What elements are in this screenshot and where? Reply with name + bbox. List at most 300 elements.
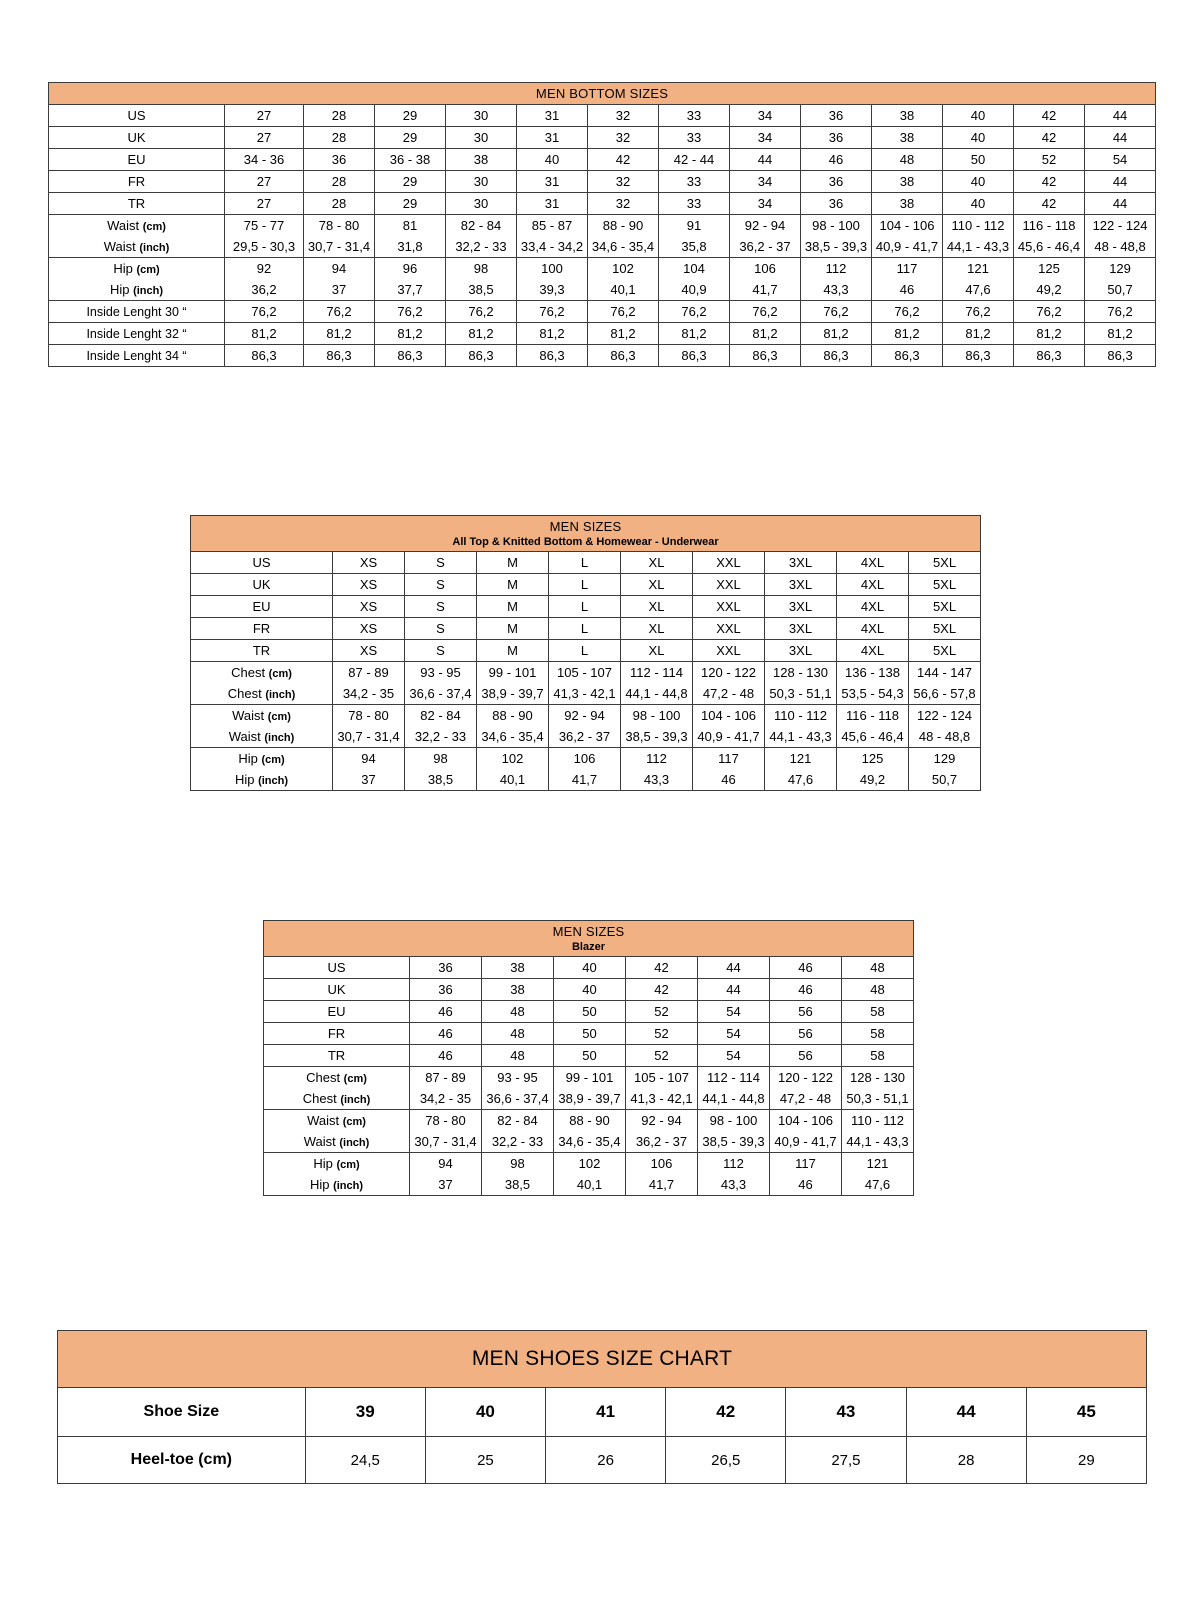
men-blazer-row [264,1153,914,1175]
men-bottom-cell: 40,9 [659,279,730,301]
men-blazer-cell: 128 - 130 [842,1067,914,1089]
men-bottom-cell: 76,2 [517,301,588,323]
men-bottom-row [49,323,1156,345]
men-bottom-cell: 86,3 [1085,345,1156,367]
men-bottom-cell: 34 [730,127,801,149]
men-tops-cell: 41,3 - 42,1 [549,683,621,705]
men-bottom-row-label: FR [49,171,225,193]
men-blazer-cell: 52 [626,1045,698,1067]
men-bottom-cell: 39,3 [517,279,588,301]
men-tops-cell: XS [333,552,405,574]
men-tops-cell: 4XL [837,574,909,596]
men-tops-cell: 3XL [765,574,837,596]
men-tops-cell: 3XL [765,596,837,618]
men-bottom-cell: 38,5 - 39,3 [801,236,872,258]
men-blazer-cell: 54 [698,1001,770,1023]
men-blazer-cell: 94 [410,1153,482,1175]
men-bottom-row-unit: (cm) [136,264,160,276]
men-tops-row-unit: (cm) [267,711,291,723]
men-bottom-cell: 91 [659,215,730,237]
men-tops-cell: L [549,596,621,618]
men-bottom-cell: 37,7 [375,279,446,301]
men-shoes-title-row [58,1331,1147,1388]
men-blazer-row-label: Hip (inch) [264,1174,410,1196]
men-tops-cell: 5XL [909,596,981,618]
men-bottom-cell: 33 [659,127,730,149]
men-bottom-cell: 46 [801,149,872,171]
men-bottom-cell: 81 [375,215,446,237]
men-tops-cell: XS [333,640,405,662]
men-bottom-cell: 125 [1014,258,1085,280]
men-blazer-cell: 46 [410,1023,482,1045]
men-bottom-cell: 36,2 [225,279,304,301]
men-shoes-row [58,1437,1147,1484]
men-tops-row [191,662,981,684]
men-tops-cell: XXL [693,552,765,574]
men-bottom-cell: 44 [730,149,801,171]
men-bottom-cell: 31 [517,105,588,127]
men-bottom-cell: 36 [304,149,375,171]
men-bottom-cell: 86,3 [517,345,588,367]
men-bottom-cell: 43,3 [801,279,872,301]
men-bottom-cell: 33 [659,105,730,127]
men-tops-cell: 98 [405,748,477,770]
men-blazer-row-unit: (cm) [342,1116,366,1128]
men-tops-cell: 41,7 [549,769,621,791]
men-tops-cell: XL [621,640,693,662]
men-bottom-cell: 36 [801,105,872,127]
men-shoes-cell: 45 [1026,1388,1146,1437]
men-tops-cell: 46 [693,769,765,791]
men-blazer-cell: 34,2 - 35 [410,1088,482,1110]
men-bottom-cell: 40 [943,171,1014,193]
men-shoes-row [58,1388,1147,1437]
men-shoes-cell: 44 [906,1388,1026,1437]
men-tops-cell: XS [333,574,405,596]
men-tops-cell: S [405,596,477,618]
men-blazer-cell: 42 [626,957,698,979]
men-blazer-row [264,957,914,979]
men-bottom-cell: 32 [588,171,659,193]
men-bottom-cell: 122 - 124 [1085,215,1156,237]
men-bottom-cell: 81,2 [517,323,588,345]
men-tops-cell: 56,6 - 57,8 [909,683,981,705]
men-blazer-cell: 50 [554,1045,626,1067]
men-bottom-cell: 76,2 [730,301,801,323]
men-shoes-cell: 41 [546,1388,666,1437]
men-bottom-cell: 116 - 118 [1014,215,1085,237]
men-tops-subtitle: All Top & Knitted Bottom & Homewear - Underwear [452,536,719,548]
men-blazer-cell: 58 [842,1023,914,1045]
men-tops-row [191,618,981,640]
men-bottom-sizes-table [48,82,1156,367]
men-blazer-cell: 92 - 94 [626,1110,698,1132]
men-tops-title-row [191,516,981,552]
men-blazer-row-unit: (inch) [339,1137,370,1149]
men-blazer-cell: 38,5 - 39,3 [698,1131,770,1153]
men-bottom-row-label: Inside Lenght 30 “ [49,301,225,323]
men-bottom-cell: 32 [588,127,659,149]
men-bottom-cell: 76,2 [1014,301,1085,323]
men-tops-cell: 5XL [909,640,981,662]
men-bottom-cell: 46 [872,279,943,301]
men-blazer-cell: 102 [554,1153,626,1175]
men-bottom-row [49,301,1156,323]
men-tops-cell: 102 [477,748,549,770]
men-tops-cell: 45,6 - 46,4 [837,726,909,748]
men-bottom-cell: 76,2 [1085,301,1156,323]
men-bottom-cell: 86,3 [730,345,801,367]
men-tops-cell: L [549,574,621,596]
men-shoes-cell: 29 [1026,1437,1146,1484]
men-tops-row-label: Chest (cm) [191,662,333,684]
men-blazer-cell: 44,1 - 43,3 [842,1131,914,1153]
men-bottom-row-unit: (cm) [142,221,166,233]
men-bottom-cell: 32,2 - 33 [446,236,517,258]
men-bottom-cell: 102 [588,258,659,280]
men-bottom-cell: 42 [588,149,659,171]
men-shoes-title: MEN SHOES SIZE CHART [58,1331,1147,1388]
men-bottom-cell: 76,2 [225,301,304,323]
men-bottom-cell: 40 [943,127,1014,149]
men-tops-row-label: Waist (cm) [191,705,333,727]
men-blazer-cell: 43,3 [698,1174,770,1196]
men-shoes-cell: 24,5 [305,1437,425,1484]
men-tops-cell: 30,7 - 31,4 [333,726,405,748]
men-bottom-cell: 76,2 [872,301,943,323]
men-tops-cell: 112 - 114 [621,662,693,684]
men-tops-cell: 110 - 112 [765,705,837,727]
men-bottom-cell: 81,2 [1085,323,1156,345]
men-bottom-row [49,215,1156,237]
men-bottom-cell: 86,3 [659,345,730,367]
men-bottom-title: MEN BOTTOM SIZES [49,83,1156,105]
men-blazer-cell: 52 [626,1001,698,1023]
men-bottom-cell: 106 [730,258,801,280]
men-tops-cell: 49,2 [837,769,909,791]
men-bottom-row-label: US [49,105,225,127]
men-bottom-cell: 117 [872,258,943,280]
men-tops-cell: 116 - 118 [837,705,909,727]
men-bottom-cell: 44,1 - 43,3 [943,236,1014,258]
men-bottom-row [49,127,1156,149]
men-blazer-row [264,1001,914,1023]
men-tops-cell: 38,9 - 39,7 [477,683,549,705]
men-bottom-cell: 38 [872,105,943,127]
men-blazer-cell: 38,5 [482,1174,554,1196]
men-tops-cell: 112 [621,748,693,770]
men-blazer-row-label: TR [264,1045,410,1067]
men-tops-cell: 87 - 89 [333,662,405,684]
men-tops-cell: 78 - 80 [333,705,405,727]
men-blazer-cell: 36 [410,979,482,1001]
men-bottom-cell: 32 [588,105,659,127]
men-bottom-cell: 86,3 [872,345,943,367]
men-bottom-row-label: Inside Lenght 34 “ [49,345,225,367]
men-bottom-cell: 31 [517,171,588,193]
men-bottom-cell: 81,2 [1014,323,1085,345]
men-bottom-row [49,258,1156,280]
men-shoes-size-chart-block [57,1330,1147,1484]
men-bottom-row-label: Hip (inch) [49,279,225,301]
men-tops-cell: 44,1 - 43,3 [765,726,837,748]
men-blazer-cell: 44,1 - 44,8 [698,1088,770,1110]
men-bottom-cell: 44 [1085,171,1156,193]
men-tops-cell: XXL [693,596,765,618]
men-tops-cell: 144 - 147 [909,662,981,684]
men-blazer-cell: 106 [626,1153,698,1175]
men-bottom-cell: 104 - 106 [872,215,943,237]
men-tops-row-unit: (cm) [261,754,285,766]
men-tops-row-label: Chest (inch) [191,683,333,705]
men-shoes-cell: 26,5 [666,1437,786,1484]
men-blazer-cell: 50,3 - 51,1 [842,1088,914,1110]
men-tops-cell: M [477,574,549,596]
men-tops-cell: 136 - 138 [837,662,909,684]
men-tops-row-label: Hip (cm) [191,748,333,770]
men-tops-row [191,683,981,705]
men-tops-sizes-table [190,515,981,791]
men-bottom-cell: 28 [304,193,375,215]
men-blazer-cell: 58 [842,1001,914,1023]
men-tops-cell: 34,6 - 35,4 [477,726,549,748]
men-bottom-cell: 30 [446,127,517,149]
men-tops-cell: 44,1 - 44,8 [621,683,693,705]
men-tops-cell: 5XL [909,618,981,640]
men-bottom-cell: 34 [730,193,801,215]
men-blazer-cell: 105 - 107 [626,1067,698,1089]
men-bottom-cell: 40,9 - 41,7 [872,236,943,258]
men-blazer-row [264,1023,914,1045]
men-bottom-cell: 36,2 - 37 [730,236,801,258]
men-tops-cell: S [405,574,477,596]
men-blazer-cell: 41,3 - 42,1 [626,1088,698,1110]
men-blazer-row [264,1088,914,1110]
men-blazer-cell: 36,2 - 37 [626,1131,698,1153]
men-bottom-cell: 112 [801,258,872,280]
men-tops-cell: XS [333,596,405,618]
men-bottom-cell: 81,2 [225,323,304,345]
men-tops-cell: 36,6 - 37,4 [405,683,477,705]
men-bottom-cell: 78 - 80 [304,215,375,237]
men-bottom-cell: 42 [1014,127,1085,149]
men-shoes-row-label: Shoe Size [58,1388,306,1437]
men-tops-cell: 4XL [837,640,909,662]
men-bottom-cell: 27 [225,127,304,149]
men-blazer-cell: 38 [482,957,554,979]
men-bottom-cell: 81,2 [588,323,659,345]
men-tops-cell: XXL [693,640,765,662]
men-blazer-cell: 36,6 - 37,4 [482,1088,554,1110]
men-bottom-cell: 76,2 [943,301,1014,323]
men-bottom-cell: 29,5 - 30,3 [225,236,304,258]
men-blazer-cell: 56 [770,1023,842,1045]
men-bottom-cell: 42 [1014,171,1085,193]
men-tops-cell: 32,2 - 33 [405,726,477,748]
men-bottom-cell: 31 [517,127,588,149]
men-bottom-row-label: Inside Lenght 32 “ [49,323,225,345]
men-bottom-cell: 81,2 [730,323,801,345]
men-tops-row-label: EU [191,596,333,618]
men-bottom-row-label: Waist (cm) [49,215,225,237]
men-tops-cell: 122 - 124 [909,705,981,727]
men-bottom-row-label: Waist (inch) [49,236,225,258]
men-tops-row-label: TR [191,640,333,662]
men-bottom-cell: 30 [446,171,517,193]
men-tops-cell: 50,7 [909,769,981,791]
men-blazer-cell: 48 [842,979,914,1001]
men-bottom-cell: 92 - 94 [730,215,801,237]
men-blazer-row-label: Chest (inch) [264,1088,410,1110]
men-bottom-cell: 33 [659,171,730,193]
men-blazer-cell: 48 [482,1045,554,1067]
men-blazer-cell: 87 - 89 [410,1067,482,1089]
men-bottom-cell: 76,2 [588,301,659,323]
men-blazer-cell: 99 - 101 [554,1067,626,1089]
men-tops-sizes-body [191,516,981,791]
men-bottom-cell: 36 [801,193,872,215]
men-bottom-cell: 81,2 [801,323,872,345]
men-bottom-cell: 36 [801,127,872,149]
men-tops-row-label: Hip (inch) [191,769,333,791]
men-blazer-row [264,979,914,1001]
men-bottom-cell: 86,3 [1014,345,1085,367]
men-tops-row [191,574,981,596]
men-tops-cell: 50,3 - 51,1 [765,683,837,705]
men-tops-cell: 121 [765,748,837,770]
men-bottom-cell: 100 [517,258,588,280]
men-blazer-cell: 46 [410,1001,482,1023]
men-tops-cell: 99 - 101 [477,662,549,684]
men-bottom-row-unit: (inch) [133,285,164,297]
men-bottom-cell: 121 [943,258,1014,280]
men-tops-cell: 34,2 - 35 [333,683,405,705]
men-bottom-cell: 50,7 [1085,279,1156,301]
men-tops-row-unit: (inch) [264,732,295,744]
men-tops-title: MEN SIZES All Top & Knitted Bottom & Homewear - Underwear [191,516,981,552]
men-bottom-cell: 29 [375,171,446,193]
men-bottom-cell: 76,2 [446,301,517,323]
men-bottom-cell: 38 [872,193,943,215]
men-bottom-cell: 29 [375,193,446,215]
men-bottom-cell: 29 [375,105,446,127]
men-blazer-cell: 120 - 122 [770,1067,842,1089]
men-blazer-row-label: Hip (cm) [264,1153,410,1175]
men-blazer-row-label: UK [264,979,410,1001]
men-shoes-cell: 28 [906,1437,1026,1484]
men-bottom-cell: 42 - 44 [659,149,730,171]
men-tops-row-unit: (cm) [268,668,292,680]
men-bottom-cell: 28 [304,171,375,193]
men-bottom-cell: 86,3 [943,345,1014,367]
men-bottom-cell: 28 [304,105,375,127]
men-tops-cell: XL [621,574,693,596]
men-shoes-cell: 39 [305,1388,425,1437]
men-tops-cell: S [405,552,477,574]
men-tops-row-label: FR [191,618,333,640]
men-blazer-row-unit: (cm) [343,1073,367,1085]
men-tops-cell: 120 - 122 [693,662,765,684]
men-bottom-row [49,171,1156,193]
men-bottom-cell: 38 [872,127,943,149]
men-blazer-cell: 56 [770,1001,842,1023]
men-tops-cell: M [477,596,549,618]
men-shoes-cell: 27,5 [786,1437,906,1484]
men-blazer-cell: 54 [698,1023,770,1045]
men-tops-sizes-table-block [190,515,980,791]
men-blazer-cell: 48 [482,1001,554,1023]
men-bottom-cell: 30,7 - 31,4 [304,236,375,258]
men-shoes-cell: 26 [546,1437,666,1484]
men-blazer-cell: 58 [842,1045,914,1067]
men-tops-cell: XL [621,618,693,640]
men-bottom-cell: 129 [1085,258,1156,280]
men-bottom-cell: 85 - 87 [517,215,588,237]
men-bottom-cell: 86,3 [304,345,375,367]
men-blazer-cell: 98 - 100 [698,1110,770,1132]
men-bottom-cell: 38,5 [446,279,517,301]
men-blazer-row [264,1045,914,1067]
men-bottom-cell: 94 [304,258,375,280]
men-tops-cell: M [477,618,549,640]
men-bottom-cell: 33,4 - 34,2 [517,236,588,258]
men-blazer-cell: 44 [698,957,770,979]
men-bottom-cell: 86,3 [446,345,517,367]
men-blazer-cell: 93 - 95 [482,1067,554,1089]
men-bottom-cell: 49,2 [1014,279,1085,301]
men-bottom-row [49,105,1156,127]
men-bottom-cell: 48 [872,149,943,171]
men-blazer-cell: 46 [770,979,842,1001]
men-bottom-cell: 110 - 112 [943,215,1014,237]
men-tops-cell: 36,2 - 37 [549,726,621,748]
men-bottom-cell: 47,6 [943,279,1014,301]
men-tops-row-unit: (inch) [265,689,296,701]
men-bottom-cell: 48 - 48,8 [1085,236,1156,258]
men-blazer-cell: 34,6 - 35,4 [554,1131,626,1153]
men-blazer-cell: 42 [626,979,698,1001]
men-bottom-cell: 40 [517,149,588,171]
men-blazer-cell: 41,7 [626,1174,698,1196]
men-bottom-cell: 32 [588,193,659,215]
men-bottom-cell: 38 [446,149,517,171]
men-tops-cell: 82 - 84 [405,705,477,727]
men-tops-cell: 38,5 - 39,3 [621,726,693,748]
men-blazer-cell: 30,7 - 31,4 [410,1131,482,1153]
men-bottom-cell: 35,8 [659,236,730,258]
men-tops-cell: 4XL [837,618,909,640]
men-tops-cell: 105 - 107 [549,662,621,684]
men-blazer-row [264,1067,914,1089]
men-tops-cell: M [477,552,549,574]
men-blazer-cell: 48 [482,1023,554,1045]
men-tops-cell: 47,2 - 48 [693,683,765,705]
men-tops-cell: 5XL [909,574,981,596]
men-tops-row [191,705,981,727]
men-blazer-cell: 44 [698,979,770,1001]
men-blazer-cell: 46 [770,957,842,979]
men-bottom-cell: 98 - 100 [801,215,872,237]
men-bottom-cell: 86,3 [588,345,659,367]
men-tops-cell: 40,9 - 41,7 [693,726,765,748]
men-bottom-sizes-table-block [48,82,1152,367]
men-tops-cell: 104 - 106 [693,705,765,727]
men-tops-cell: L [549,640,621,662]
men-bottom-cell: 28 [304,127,375,149]
men-bottom-row-label: EU [49,149,225,171]
men-bottom-cell: 34 [730,171,801,193]
men-bottom-cell: 98 [446,258,517,280]
